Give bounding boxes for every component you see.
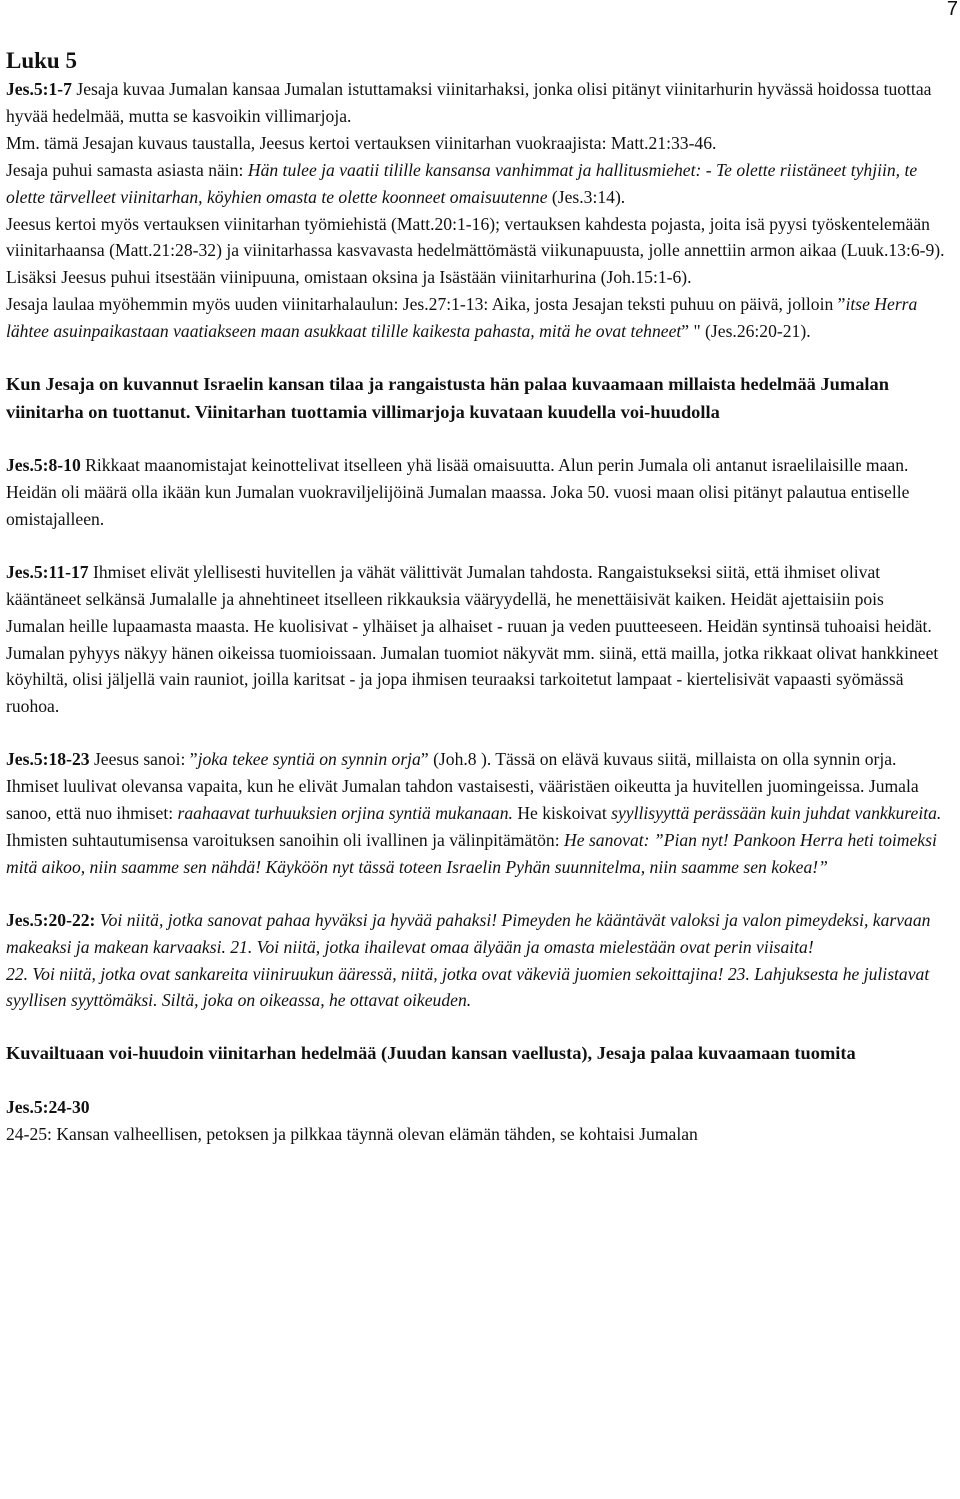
scripture-ref: Jes.5:18-23	[6, 749, 90, 770]
section-heading: Kun Jesaja on kuvannut Israelin kansan tilaa ja rangaistusta hän palaa kuvaamaan millaista hedelmää Jumalan viinitarha on tuottanut. Viinitarhan tuottamia villimarjoja kuvataan kuudella voi-huudolla	[6, 374, 889, 422]
section-ref	[6, 1094, 946, 1121]
quote: syyllisyyttä perässään kuin juhdat vankkureita.	[611, 803, 942, 824]
quote: Hän tulee ja vaatii tilille kansansa vanhimmat ja hallitusmiehet: - Te olette riistäneet tyhjiin, te olette tärvelleet viinitarhan, köyhien omasta te olette koonneet omaisuutenne	[6, 159, 918, 207]
quote: 22. Voi niitä, jotka ovat sankareita viiniruukun ääressä, niitä, jotka ovat väkeviä juomien sekoittajina! 23. Lahjuksesta he julistavat syyllisen syyttömäksi. Siltä, joka on oikeassa, he ottavat oikeuden.	[6, 963, 930, 1011]
scripture-ref: Jes.5:24-30	[6, 1096, 90, 1117]
intro-paragraph: Jes.5:1-7 Jesaja kuvaa Jumalan kansaa Jumalan istuttamaksi viinitarhaksi, jonka olisi pitänyt viinitarhurin hyvässä hoidossa tuottaa hyvää hedelmää, mutta se kasvoikin villimarjoja.	[6, 79, 932, 126]
section-paragraph: Jes.5:18-23 Jeesus sanoi: ”joka tekee syntiä on synnin orja” (Joh.8 ). Tässä on elävä kuvaus siitä, millaista on olla synnin orja. Ihmiset luulivat olevansa vapaita, kun he elivät Jumalan tahdon vastaisesti, vääristäen oikeutta ja huvitellen juomingeissa. Jumala sanoo, että nuo ihmiset: raahaavat turhuuksien orjina syntiä mukanaan. He kiskoivat syyllisyyttä perässään kuin juhdat vankkureita.	[6, 749, 942, 824]
quote: raahaavat turhuuksien orjina syntiä mukanaan.	[177, 803, 513, 824]
section-paragraph-2: Jumalan pyhyys näkyy hänen oikeissa tuomioissaan. Jumalan tuomiot näkyvät mm. siinä, että mailla, jotka rikkaat olivat hankkineet köyhiltä, olisi jäljellä vain rauniot, joilla karitsat - ja jopa ihmisen teuraaksi tarkoitetut lampaat - kiertelisivät vapaasti syömässä ruohoa.	[6, 642, 939, 717]
section-paragraph-2	[6, 961, 946, 1015]
section-paragraph: Jes.5:8-10 Rikkaat maanomistajat keinottelivat itselleen yhä lisää omaisuutta. Alun perin Jumala oli antanut israelilaisille maan. Heidän oli määrä olla ikään kun Jumalan vuokraviljelijöinä Jumalan maassa. Joka 50. vuosi maan olisi pitänyt palautua entiselle omistajalleen.	[6, 455, 910, 529]
scripture-ref: Jes.5:20-22:	[6, 909, 96, 930]
intro-paragraph-4: Jeesus kertoi myös vertauksen viinitarhan työmiehistä (Matt.20:1-16); vertauksen kahdesta pojasta, joita isä pyysi työskentelemään viinitarhaansa (Matt.21:28-32) ja viinitarhassa kasvavasta hedelmättömästä viikunapuusta, jolle annettiin armon aikaa (Luuk.13:6-9). Lisäksi Jeesus puhui itsestään viinipuuna, omistaan oksina ja Isästään viinitarhurina (Joh.15:1-6).	[6, 213, 945, 288]
quote: joka tekee syntiä on synnin orja	[197, 749, 421, 770]
page-number: 7	[946, 0, 958, 20]
quote: itse Herra lähtee asuinpaikastaan vaatiakseen maan asukkaat tilille kaikesta pahasta, mitä he ovat tehneet	[6, 294, 918, 342]
quote: Voi niitä, jotka sanovat pahaa hyväksi ja hyvää pahaksi! Pimeyden he kääntävät valoksi ja valon pimeydeksi, karvaan makeaksi ja makean karvaaksi. 21. Voi niitä, jotka ihailevat omaa älyään ja omasta mielestään ovat perin viisaita!	[6, 909, 931, 957]
section-paragraph-2: Ihmisten suhtautumisensa varoituksen sanoihin oli ivallinen ja välinpitämätön: He sanovat: ”Pian nyt! Pankoon Herra heti toimeksi mitä aikoo, niin saamme sen nähdä! Käyköön nyt tässä toteen Israelin Pyhän suunnitelma, niin saamme sen kokea!”	[6, 829, 937, 877]
chapter-title: Luku 5	[6, 48, 77, 73]
intro-paragraph-5: Jesaja laulaa myöhemmin myös uuden viinitarhalaulun: Jes.27:1-13: Aika, josta Jesajan teksti puhuu on päivä, jolloin ”itse Herra lähtee asuinpaikastaan vaatiakseen maan asukkaat tilille kaikesta pahasta, mitä he ovat tehneet” " (Jes.26:20-21).	[6, 294, 918, 342]
section-heading: Kuvailtuaan voi-huudoin viinitarhan hedelmää (Juudan kansan vaellusta), Jesaja palaa kuvaamaan tuomita	[6, 1043, 856, 1064]
scripture-ref: Jes.5:8-10	[6, 455, 81, 476]
section-paragraph: Jes.5:11-17 Ihmiset elivät ylellisesti huvitellen ja vähät välittivät Jumalan tahdosta. Rangaistukseksi siitä, että ihmiset olivat kääntäneet selkänsä Jumalalle ja ahnehtineet itselleen rikkauksia vääryydellä, he menettäisivät kaiken. Heidät ajettaisiin pois Jumalan heille lupaamasta maasta. He kuolisivat - ylhäiset ja alhaiset - ruuan ja veden puutteeseen. Heidän syntinsä tuhoaisi heidät.	[6, 561, 932, 636]
section-paragraph	[6, 907, 946, 961]
scripture-ref: Jes.5:1-7	[6, 79, 72, 99]
section-paragraph: 24-25: Kansan valheellisen, petoksen ja pilkkaa täynnä olevan elämän tähden, se kohtaisi Jumalan	[6, 1123, 698, 1144]
intro-paragraph-3: Jesaja puhui samasta asiasta näin: Hän tulee ja vaatii tilille kansansa vanhimmat ja hallitusmiehet: - Te olette riistäneet tyhjiin, te olette tärvelleet viinitarhan, köyhien omasta te olette koonneet omaisuutenne (Jes.3:14).	[6, 159, 918, 207]
intro-paragraph-2: Mm. tämä Jesajan kuvaus taustalla, Jeesus kertoi vertauksen viinitarhan vuokraajista: Matt.21:33-46.	[6, 132, 717, 153]
scripture-ref: Jes.5:11-17	[6, 561, 89, 582]
quote: He sanovat: ”Pian nyt! Pankoon Herra heti toimeksi mitä aikoo, niin saamme sen nähdä! Käyköön nyt tässä toteen Israelin Pyhän suunnitelma, niin saamme sen kokea!”	[6, 829, 937, 877]
